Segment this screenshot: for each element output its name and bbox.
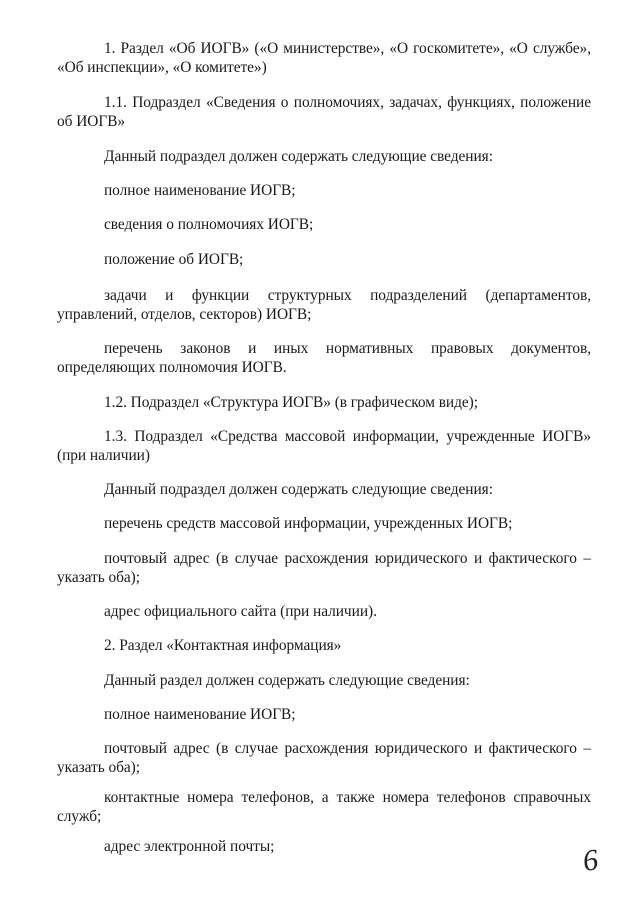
subsection-1-2-heading: 1.2. Подраздел «Структура ИОГВ» (в графическом виде); [104, 394, 478, 411]
subsection-1-1-heading: 1.1. Подраздел «Сведения о полномочиях, задачах, функциях, положение об ИОГВ» [57, 94, 591, 130]
list-item-media: перечень средств массовой информации, учрежденных ИОГВ; [104, 515, 513, 532]
list-item-full-name: полное наименование ИОГВ; [104, 182, 296, 199]
list-item-laws: перечень законов и иных нормативных правовых документов, определяющих полномочия ИОГВ. [57, 340, 591, 376]
section-1-heading: 1. Раздел «Об ИОГВ» («О министерстве», «О госкомитете», «О службе», «Об инспекции», «О комитете») [57, 40, 591, 76]
section-2-heading: 2. Раздел «Контактная информация» [104, 637, 342, 654]
list-item-tasks-functions: задачи и функции структурных подразделений (департаментов, управлений, отделов, секторов) ИОГВ; [57, 287, 591, 323]
list-item-full-name-2: полное наименование ИОГВ; [104, 706, 296, 723]
list-item-regulation: положение об ИОГВ; [104, 251, 244, 268]
paragraph-subsection-intro-2: Данный подраздел должен содержать следующие сведения: [104, 481, 493, 498]
list-item-postal-address: почтовый адрес (в случае расхождения юридического и фактического – указать оба); [57, 550, 591, 586]
paragraph-section-intro: Данный раздел должен содержать следующие сведения: [104, 672, 470, 689]
handwritten-page-number: 6 [580, 843, 601, 878]
list-item-powers: сведения о полномочиях ИОГВ; [104, 216, 314, 233]
list-item-email: адрес электронной почты; [104, 838, 275, 855]
subsection-1-3-heading: 1.3. Подраздел «Средства массовой информации, учрежденные ИОГВ» (при наличии) [57, 428, 591, 464]
paragraph-subsection-intro: Данный подраздел должен содержать следующие сведения: [104, 148, 493, 165]
list-item-postal-address-2: почтовый адрес (в случае расхождения юридического и фактического – указать оба); [57, 740, 591, 776]
list-item-phones: контактные номера телефонов, а также номера телефонов справочных служб; [57, 789, 591, 825]
list-item-website: адрес официального сайта (при наличии). [104, 603, 377, 620]
